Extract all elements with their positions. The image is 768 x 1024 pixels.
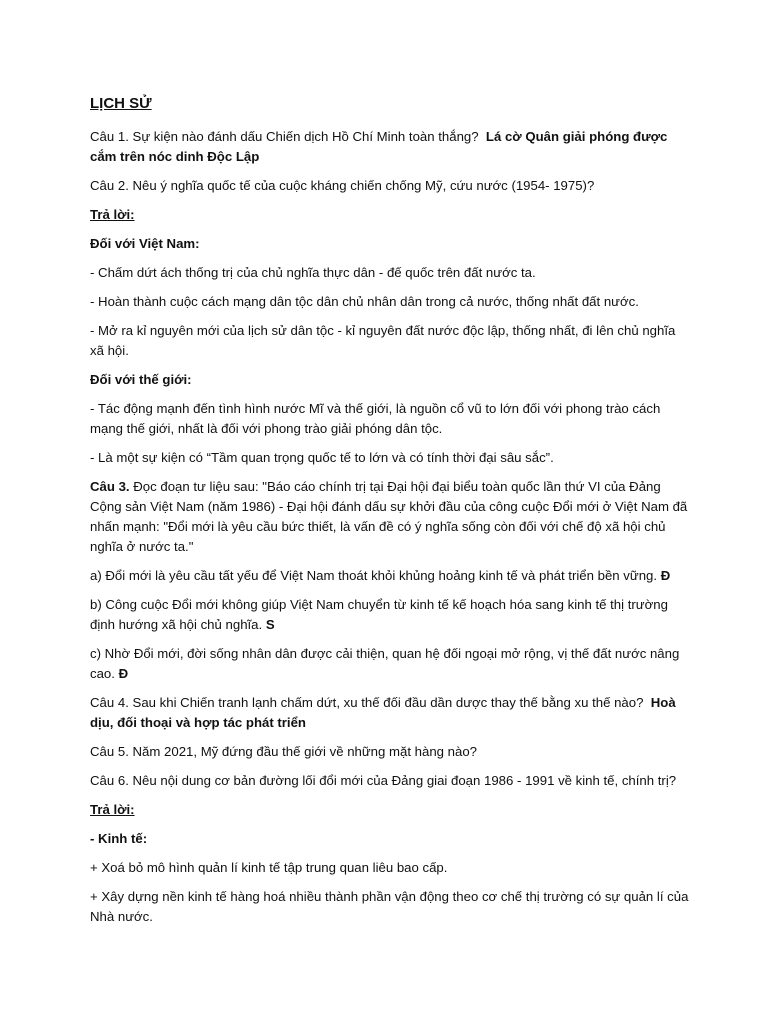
question-3-label: Câu 3. — [90, 479, 130, 494]
question-5: Câu 5. Năm 2021, Mỹ đứng đầu thế giới về những mặt hàng nào? — [90, 744, 478, 759]
list-item: - Mở ra kỉ nguyên mới của lịch sử dân tộc - kỉ nguyên đất nước độc lập, thống nhất, đi lên chủ nghĩa xã hội. — [90, 323, 676, 358]
statement-item — [90, 566, 690, 586]
question-3-text: Đọc đoạn tư liệu sau: "Báo cáo chính trị tại Đại hội đại biểu toàn quốc lần thứ VI của Đảng Cộng sản Việt Nam (năm 1986) - Đại hội đánh dấu sự khởi đầu của công cuộc Đổi mới ở Việt Nam đã nhấn mạnh: "Đổi mới là yêu cầu bức thiết, là vấn đề có ý nghĩa sống còn đối với chế độ xã hội chủ nghĩa ở nước ta." — [90, 479, 688, 554]
answer-label: Trả lời: — [90, 802, 135, 817]
page-title: LỊCH SỬ — [90, 95, 152, 112]
statement-mark: Đ — [118, 666, 129, 681]
statement-text: b) Công cuộc Đổi mới không giúp Việt Nam chuyển từ kinh tế kế hoạch hóa sang kinh tế thị trường định hướng xã hội chủ nghĩa. — [90, 597, 668, 632]
question-1-text: Câu 1. Sự kiện nào đánh dấu Chiến dịch Hồ Chí Minh toàn thắng? — [90, 129, 479, 144]
document-page — [90, 93, 690, 936]
list-item: - Hoàn thành cuộc cách mạng dân tộc dân chủ nhân dân trong cả nước, thống nhất đất nước. — [90, 294, 639, 309]
question-2: Câu 2. Nêu ý nghĩa quốc tế của cuộc kháng chiến chống Mỹ, cứu nước (1954- 1975)? — [90, 178, 595, 193]
list-item: + Xây dựng nền kinh tế hàng hoá nhiều thành phần vận động theo cơ chế thị trường có sự quản lí của Nhà nước. — [90, 889, 689, 924]
question-4 — [90, 693, 690, 733]
answer-label: Trả lời: — [90, 207, 135, 222]
statement-text: a) Đổi mới là yêu cầu tất yếu để Việt Nam thoát khỏi khủng hoảng kinh tế và phát triển bền vững. — [90, 568, 658, 583]
question-6: Câu 6. Nêu nội dung cơ bản đường lối đổi mới của Đảng giai đoạn 1986 - 1991 về kinh tế, chính trị? — [90, 773, 677, 788]
list-item: + Xoá bỏ mô hình quản lí kinh tế tập trung quan liêu bao cấp. — [90, 860, 448, 875]
statement-mark: Đ — [660, 568, 671, 583]
section-heading-economy: - Kinh tế: — [90, 831, 148, 846]
list-item: - Là một sự kiện có “Tầm quan trọng quốc tế to lớn và có tính thời đại sâu sắc”. — [90, 450, 554, 465]
statement-item — [90, 644, 690, 684]
question-4-text: Câu 4. Sau khi Chiến tranh lạnh chấm dứt, xu thế đối đầu dần dược thay thế bằng xu thế nào? — [90, 695, 644, 710]
question-1 — [90, 127, 690, 167]
section-heading-vietnam: Đối với Việt Nam: — [90, 236, 200, 251]
section-heading-world: Đối với thế giới: — [90, 372, 192, 387]
question-4-answer: Hoà dịu, đối thoại và hợp tác phát triển — [90, 695, 676, 730]
statement-mark: S — [265, 617, 275, 632]
question-3 — [90, 477, 690, 557]
question-1-answer: Lá cờ Quân giải phóng được cắm trên nóc dinh Độc Lập — [90, 129, 668, 164]
statement-text: c) Nhờ Đổi mới, đời sống nhân dân được cải thiện, quan hệ đối ngoại mở rộng, vị thế đất nước nâng cao. — [90, 646, 680, 681]
list-item: - Tác động mạnh đến tình hình nước Mĩ và thế giới, là nguồn cổ vũ to lớn đối với phong trào cách mạng thế giới, nhất là đối với phong trào giải phóng dân tộc. — [90, 401, 661, 436]
list-item: - Chấm dứt ách thống trị của chủ nghĩa thực dân - đế quốc trên đất nước ta. — [90, 265, 536, 280]
statement-item — [90, 595, 690, 635]
